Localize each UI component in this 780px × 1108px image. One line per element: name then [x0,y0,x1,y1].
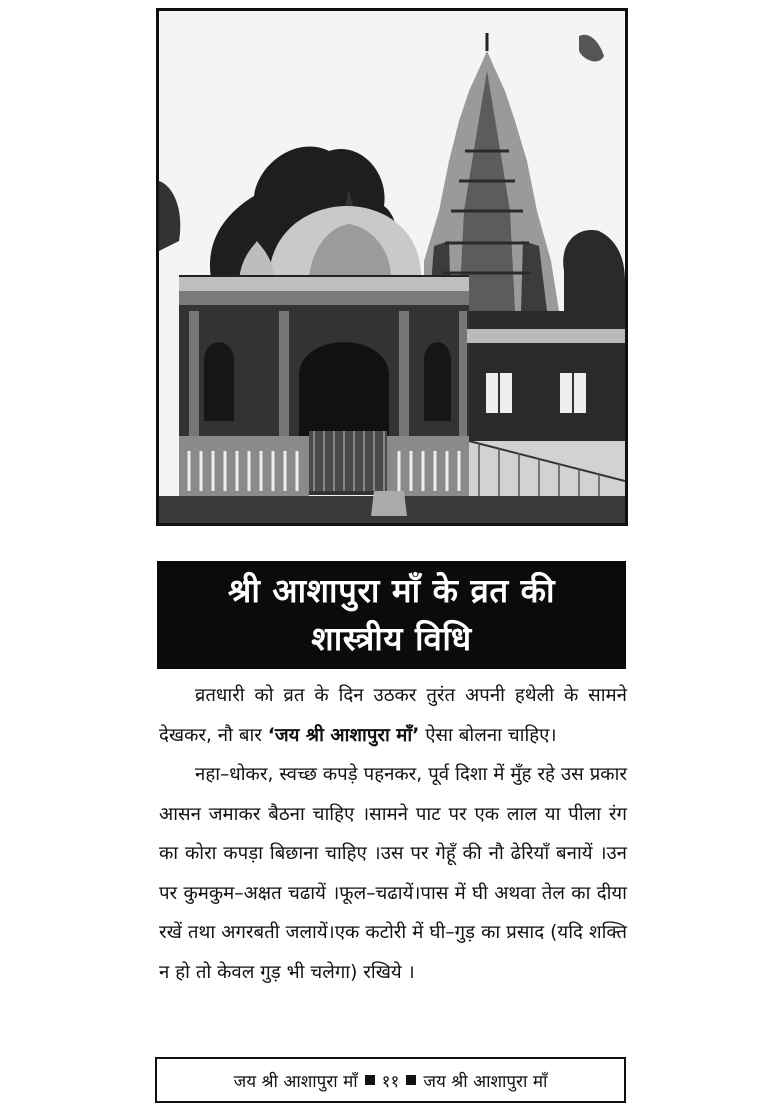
square-bullet-icon [406,1075,416,1085]
footer-left-text: जय श्री आशापुरा माँ [233,1071,358,1092]
paragraph-1 [159,676,627,755]
footer-right-text: जय श्री आशापुरा माँ [423,1071,548,1092]
paragraph-2: नहा–धोकर, स्वच्छ कपड़े पहनकर, पूर्व दिशा में मुँह रहे उस प्रकार आसन जमाकर बैठना चाहिए ।सामने पाट पर एक लाल या पीला रंग का कोरा कपड़ा बिछाना चाहिए ।उस पर गेहूँ की नौ ढेरियाँ बनायें ।उन पर कुमकुम–अक्षत चढायें ।फूल–चढायें।पास में घी अथवा तेल का दीया रखें तथा अगरबती जलायें।एक कटोरी में घी–गुड़ का प्रसाद (यदि शक्ति न हो तो केवल गुड़ भी चलेगा) रखिये । [159,764,627,983]
temple-photo [156,8,628,526]
page-footer [155,1057,626,1103]
article-title [157,561,626,669]
title-line-2: शास्त्रीय विधि [311,619,472,658]
title-line-1: श्री आशापुरा माँ के व्रत की [227,571,556,610]
temple-photo-illustration [159,11,625,523]
paragraph-1-text-a: व्रतधारी को व्रत के दिन उठकर तुरंत अपनी हथेली के सामने देखकर, नौ बार [159,685,627,746]
paragraph-1-bold-chant: ‘जय श्री आशापुरा माँ’ [267,724,420,746]
page-number: ११ [381,1071,400,1092]
paragraph-1-text-b: ऐसा बोलना चाहिए। [419,724,557,746]
article-body [159,676,627,992]
square-bullet-icon [365,1075,375,1085]
